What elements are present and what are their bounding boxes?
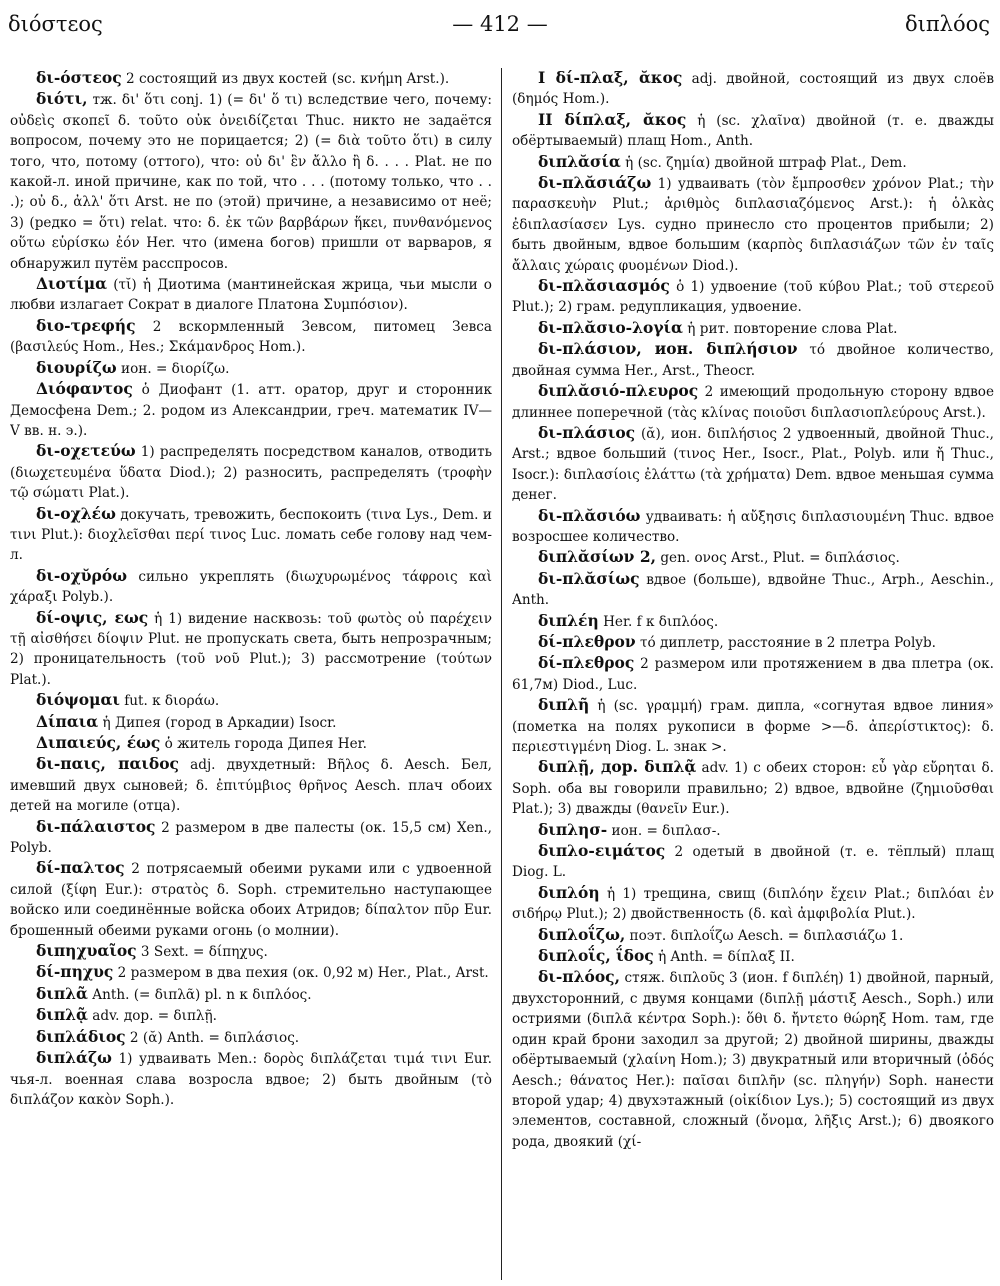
dictionary-entry xyxy=(10,712,492,733)
dictionary-entry xyxy=(512,152,994,173)
entry-headword: διπλᾶ xyxy=(36,983,88,1003)
entry-headword: δί-πηχυς xyxy=(36,962,114,982)
entry-definition: (ᾰ), ион. διπλήσιος 2 удвоенный, двойной Thuc., Arst.; вдвое больший (τινος Her., Isocr., Plat., Polyb. или ἤ Thuc., Isocr.): διπλασίοις ἐλάττω (τὰ χρήματα) Dem. вдвое меньшая сумма денег. xyxy=(512,425,994,504)
entry-definition: 2 размером в две палесты (ок. 15,5 см) Xen., Polyb. xyxy=(10,819,492,857)
entry-headword: Διοτίμα xyxy=(36,274,108,294)
entry-definition: сильно укреплять (διωχυρωμένος τάφροις καὶ χάραξι Polyb.). xyxy=(10,568,492,606)
entry-headword: δι-πλᾰσιόω xyxy=(538,505,641,525)
entry-definition: стяж. διπλοῦς 3 (ион. f διπλέη) 1) двойной, парный, двухсторонний, с двумя концами (διπλῇ μάστιξ Aesch., Soph.) или остриями (διπλᾶ κέντρα Soph.): ὅθι δ. ἤντετο θώρηξ Hom. там, где один край брони заходил за другой; 2) двойной ширины, дважды обёртываемый (χλαίνη Hom.); 3) двукратный или вторичный (ὁδός Aesch.; θάνατος Her.): παῖσαι διπλῆν (sc. πληγήν) Soph. нанести второй удар; 4) двухэтажный (οἰκίδιον Lys.); 5) состоящий из двух элементов, составной, сложный (ὄνομα, λῆξις Arst.); 6) двоякого рода, двоякий (χί- xyxy=(512,970,994,1150)
left-column xyxy=(10,68,492,1280)
entry-definition: τό двойное количество, двойная сумма Her., Arst., Theocr. xyxy=(512,342,994,379)
entry-definition: докучать, тревожить, беспокоить (τινα Lys., Dem. и τινι Plut.): διοχλεῖσθαι περί τινος Luc. ломать себе голову над чем-л. xyxy=(10,506,492,564)
entry-headword: δί-πλεθρος xyxy=(538,653,635,673)
entry-definition: Anth. (= διπλᾶ) pl. n к διπλόος. xyxy=(87,986,312,1003)
entry-headword: II δίπλαξ, ᾰκος xyxy=(538,109,687,129)
entry-headword: δι-οχλέω xyxy=(36,503,116,523)
dictionary-entry xyxy=(512,173,994,276)
dictionary-entry xyxy=(512,632,994,653)
dictionary-entry xyxy=(10,441,492,503)
dictionary-entry xyxy=(10,984,492,1005)
dictionary-entry xyxy=(10,68,492,89)
dictionary-entry xyxy=(512,841,994,883)
entry-headword: δι-πλᾰσίως xyxy=(538,568,640,588)
entry-definition: 2 состоящий из двух костей (sc. κνήμη Arst.). xyxy=(121,71,450,87)
entry-headword: διπλᾷ xyxy=(36,1005,88,1025)
dictionary-entry xyxy=(10,1027,492,1048)
entry-headword: Διόφαντος xyxy=(36,379,133,399)
dictionary-entry xyxy=(512,946,994,967)
entry-definition: 2 вскормленный Зевсом, питомец Зевса (βασιλεύς Hom., Hes.; Σκάμανδρος Hom.). xyxy=(10,318,492,356)
entry-definition: ἡ Anth. = δίπλαξ II. xyxy=(653,949,795,966)
dictionary-entry xyxy=(10,1005,492,1026)
dictionary-entry xyxy=(10,504,492,566)
right-column xyxy=(512,68,994,1280)
column-divider xyxy=(501,68,502,1280)
entry-definition: ἡ (sc. γραμμή) грам. дипла, «согнутая вдвое линия» (пометка на полях рукописи в форме >—δ. ἀπερίστικτος): δ. περιεστιγμένη Diog. L. знак >. xyxy=(512,698,994,755)
dictionary-entry xyxy=(512,381,994,423)
entry-headword: διπλοΐζω, xyxy=(538,924,626,944)
entry-headword: δι-πλόος, xyxy=(538,967,620,987)
dictionary-entry xyxy=(10,316,492,358)
dictionary-entry xyxy=(512,967,994,1152)
entry-headword: διπλᾰσιό-πλευρος xyxy=(538,381,699,401)
dictionary-entry xyxy=(512,611,994,632)
dictionary-entry xyxy=(512,506,994,548)
entry-definition: ион. = διπλασ-. xyxy=(607,822,721,839)
dictionary-entry xyxy=(512,695,994,757)
entry-headword: διπλοΐς, ΐδος xyxy=(538,946,654,966)
entry-definition: ἡ 1) трещина, свищ (διπλόην ἔχειν Plat.; διπλόαι ἐν σιδήρῳ Plut.); 2) двойственность (δ. καὶ ἀμφιβολία Plut.). xyxy=(512,885,994,923)
entry-headword: διπλησ- xyxy=(538,819,608,839)
dictionary-entry xyxy=(10,566,492,608)
entry-definition: fut. к διοράω. xyxy=(119,693,220,710)
dictionary-entry xyxy=(512,318,994,339)
entry-definition: ἡ Дипея (город в Аркадии) Isocr. xyxy=(98,714,337,731)
dictionary-entry xyxy=(512,653,994,695)
entry-definition: 2 размером в два пехия (ок. 0,92 м) Her., Plat., Arst. xyxy=(113,965,489,982)
entry-definition: 3 Sext. = δίπηχυς. xyxy=(136,944,268,961)
entry-definition: τό диплетр, расстояние в 2 плетра Polyb. xyxy=(635,634,936,651)
entry-headword: δι-πάλαιστος xyxy=(36,816,156,836)
dictionary-entry xyxy=(10,817,492,859)
dictionary-entry xyxy=(10,690,492,711)
entry-headword: δι-πλᾰσιάζω xyxy=(538,173,652,193)
entry-headword: δι-οχῠρόω xyxy=(36,565,127,585)
entry-headword: διπλέη xyxy=(538,610,599,630)
entry-headword: Δίπαια xyxy=(36,711,99,731)
entry-definition: поэт. διπλοΐζω Aesch. = διπλασιάζω 1. xyxy=(625,927,904,944)
entry-headword: διπλᾰσία xyxy=(538,151,621,171)
header-right-guide-word: διπλόος xyxy=(904,12,990,36)
dictionary-entry xyxy=(512,68,994,110)
entry-headword: δι-οχετεύω xyxy=(36,441,136,461)
dictionary-entry xyxy=(10,1048,492,1110)
entry-definition: ὁ Диофант (1. атт. оратор, друг и сторонник Демосфена Dem.; 2. родом из Александрии, греч. математик IV—V вв. н. э.). xyxy=(10,382,492,439)
entry-definition: ἡ рит. повторение слова Plat. xyxy=(682,320,898,337)
entry-headword: δί-οψις, εως xyxy=(36,607,149,627)
dictionary-entry xyxy=(512,339,994,381)
dictionary-entry xyxy=(512,569,994,611)
dictionary-entry xyxy=(10,858,492,941)
entry-definition: 2 размером или протяжением в два плетра (ок. 61,7м) Diod., Luc. xyxy=(512,656,994,693)
entry-definition: adv. дор. = διπλῇ. xyxy=(87,1008,217,1025)
entry-definition: (τῐ) ἡ Диотима (мантинейская жрица, чьи мысли о любви излагает Сократ в диалоге Платона Συμπόσιον). xyxy=(10,277,492,314)
entry-definition: ион. = διορίζω. xyxy=(116,360,230,377)
entry-headword: διπηχυαῖος xyxy=(36,941,137,961)
dictionary-entry xyxy=(512,883,994,925)
entry-definition: 2 имеющий продольную сторону вдвое длиннее поперечной (τὰς κλίνας ποιοῦσι διπλασιοπλεύρους Arst.). xyxy=(512,384,994,421)
entry-definition: вдвое (больше), вдвойне Thuc., Arph., Aeschin., Anth. xyxy=(512,571,994,609)
entry-definition: Her. f к διπλόος. xyxy=(598,613,719,630)
entry-definition: 2 потрясаемый обеими руками или с удвоенной силой (ξίφη Eur.): στρατὸς δ. Soph. стремительно наступающее войско или соединённые войска обоих Атридов; δίπαλτον πῦρ Eur. брошенный обеими руками огонь (о молнии). xyxy=(10,861,492,939)
entry-definition: ὁ 1) удвоение (τοῦ κύβου Plat.; τοῦ στερεοῦ Plut.); 2) грам. редупликация, удвоение. xyxy=(512,279,994,316)
entry-headword: δι-πλάσιος xyxy=(538,422,636,442)
entry-definition: 2 одетый в двойной (т. е. тёплый) плащ Diog. L. xyxy=(512,844,994,881)
entry-definition: тж. δι' ὅτι conj. 1) (= δι' ὅ τι) вследствие чего, почему: οὐδεὶς σκοπεῖ δ. τοῦτο οὐκ ὀνειδίζεται Thuc. никто не задаётся вопросом, почему это не порицается; 2) (= διὰ τοῦτο ὅτι) в силу того, что, потому (оттого), что: οὐ δι' ἓν ἄλλο ἢ δ. . . . Plat. не по какой-л. иной причине, как по той, что . . . (потому только, что . . .); οὐ δ., ἀλλ' ὅτι Arst. не по (этой) причине, а независимо от неё; 3) (редко = ὅτι) relat. что: δ. ἐκ τῶν βαρβάρων ἥκει, πυνθανόμενος οὕτω εὑρίσκω ἐόν Her. что (имена богов) пришли от варваров, я обнаружил путём расспросов. xyxy=(10,92,492,272)
header-left-guide-word: διόστεος xyxy=(8,12,103,36)
dictionary-entry xyxy=(512,547,994,568)
entry-headword: διπλάζω xyxy=(36,1048,112,1068)
entry-headword: διότι, xyxy=(36,89,88,109)
dictionary-entry xyxy=(512,820,994,841)
entry-definition: удваивать: ἡ αὔξησις διπλασιουμένη Thuc. вдвое возросшее количество. xyxy=(512,508,994,545)
entry-headword: διουρίζω xyxy=(36,357,117,377)
entry-headword: δι-πλᾰσιασμός xyxy=(538,276,670,296)
entry-headword: διπλο-ειμάτος xyxy=(538,841,666,861)
entry-definition: adj. двойной, состоящий из двух слоёв (δημός Hom.). xyxy=(512,71,994,108)
entry-definition: 2 (ᾰ) Anth. = διπλάσιος. xyxy=(125,1029,300,1046)
entry-definition: ἡ (sc. χλαῖνα) двойной (т. е. дважды обёртываемый) плащ Hom., Anth. xyxy=(512,112,994,150)
dictionary-entry xyxy=(10,274,492,316)
entry-headword: δι-παις, παιδος xyxy=(36,754,179,774)
entry-definition: adv. 1) с обеих сторон: εὖ γὰρ εὔρηται δ. Soph. оба вы говорили правильно; 2) вдвое, вдвойне (ζημιοῦσθαι Plat.); 3) дважды (θανεῖν Eur.). xyxy=(512,760,994,818)
entry-definition: 1) распределять посредством каналов, отводить (διωχετευμένα ὕδατα Diod.); 2) разносить, распределять (τροφὴν τῷ σώματι Plat.). xyxy=(10,444,492,502)
entry-headword: διόψομαι xyxy=(36,690,120,710)
entry-headword: δί-πλεθρον xyxy=(538,631,636,651)
entry-definition: adj. двухдетный: Βῆλος δ. Aesch. Бел, имевший двух сыновей; δ. ἐπιτύμβιος θρῆνος Aesch. плач обоих детей на могиле (отца). xyxy=(10,757,492,815)
page-header xyxy=(0,12,1000,42)
entry-headword: διπλάδιος xyxy=(36,1026,126,1046)
dictionary-entry xyxy=(512,757,994,819)
dictionary-entry xyxy=(10,941,492,962)
entry-headword: I δί-πλαξ, ᾰκος xyxy=(538,68,683,87)
dictionary-entry xyxy=(10,379,492,441)
entry-headword: δί-παλτος xyxy=(36,858,125,878)
entry-headword: διπλόη xyxy=(538,882,600,902)
entry-headword: δι-πλᾰσιο-λογία xyxy=(538,317,683,337)
entry-definition: gen. ονος Arst., Plut. = διπλάσιος. xyxy=(656,550,900,567)
entry-headword: Διπαιεύς, έως xyxy=(36,733,161,752)
entry-definition: 1) удваивать Men.: δορὸς διπλάζεται τιμά τινι Eur. чья-л. военная слава возросла вдвое; 2) быть двойным (τὸ διπλάζον κακὸν Soph.). xyxy=(10,1051,492,1108)
entry-definition: 1) удваивать (τὸν ἔμπροσθεν χρόνον Plat.; τὴν παρασκευὴν Plut.; ἀριθμὸς διπλασιαζόμενος Arst.): ἡ ὁλκὰς ἐδιπλασίασεν Lys. судно принесло сто процентов прибыли; 2) быть двойным, вдвое большим (καρπὸς διπλασιάζων τῶν ἐν ταῖς ἄλλαις χώραις φυομένων Diod.). xyxy=(512,176,994,274)
entry-headword: διπλῆ xyxy=(538,695,590,715)
dictionary-entry xyxy=(10,608,492,691)
dictionary-entry xyxy=(10,733,492,754)
dictionary-entry xyxy=(10,962,492,983)
dictionary-entry xyxy=(10,358,492,379)
entry-definition: ἡ (sc. ζημία) двойной штраф Plat., Dem. xyxy=(620,154,907,171)
entry-headword: δι-πλάσιον, ион. διπλήσιον xyxy=(538,339,798,359)
entry-headword: διπλᾰσίων 2, xyxy=(538,547,656,567)
dictionary-entry xyxy=(10,89,492,274)
dictionary-entry xyxy=(512,423,994,506)
entry-definition: ὁ житель города Дипея Her. xyxy=(160,736,367,752)
dictionary-entry xyxy=(512,110,994,152)
entry-definition: ἡ 1) видение насквозь: τοῦ φωτὸς οὐ παρέχειν τῇ αἰσθήσει δίοψιν Plut. не пропускать света, быть непрозрачным; 2) проницательность (τοῦ νοῦ Plut.); 3) рассмотрение (τούτων Plat.). xyxy=(10,610,492,688)
entry-headword: δι-όστεος xyxy=(36,68,122,87)
page-number: — 412 — xyxy=(452,12,548,36)
dictionary-entry xyxy=(10,754,492,816)
dictionary-entry xyxy=(512,925,994,946)
entry-headword: διπλῇ, дор. διπλᾷ xyxy=(538,757,697,777)
entry-headword: διο-τρεφής xyxy=(36,315,136,335)
dictionary-entry xyxy=(512,276,994,318)
